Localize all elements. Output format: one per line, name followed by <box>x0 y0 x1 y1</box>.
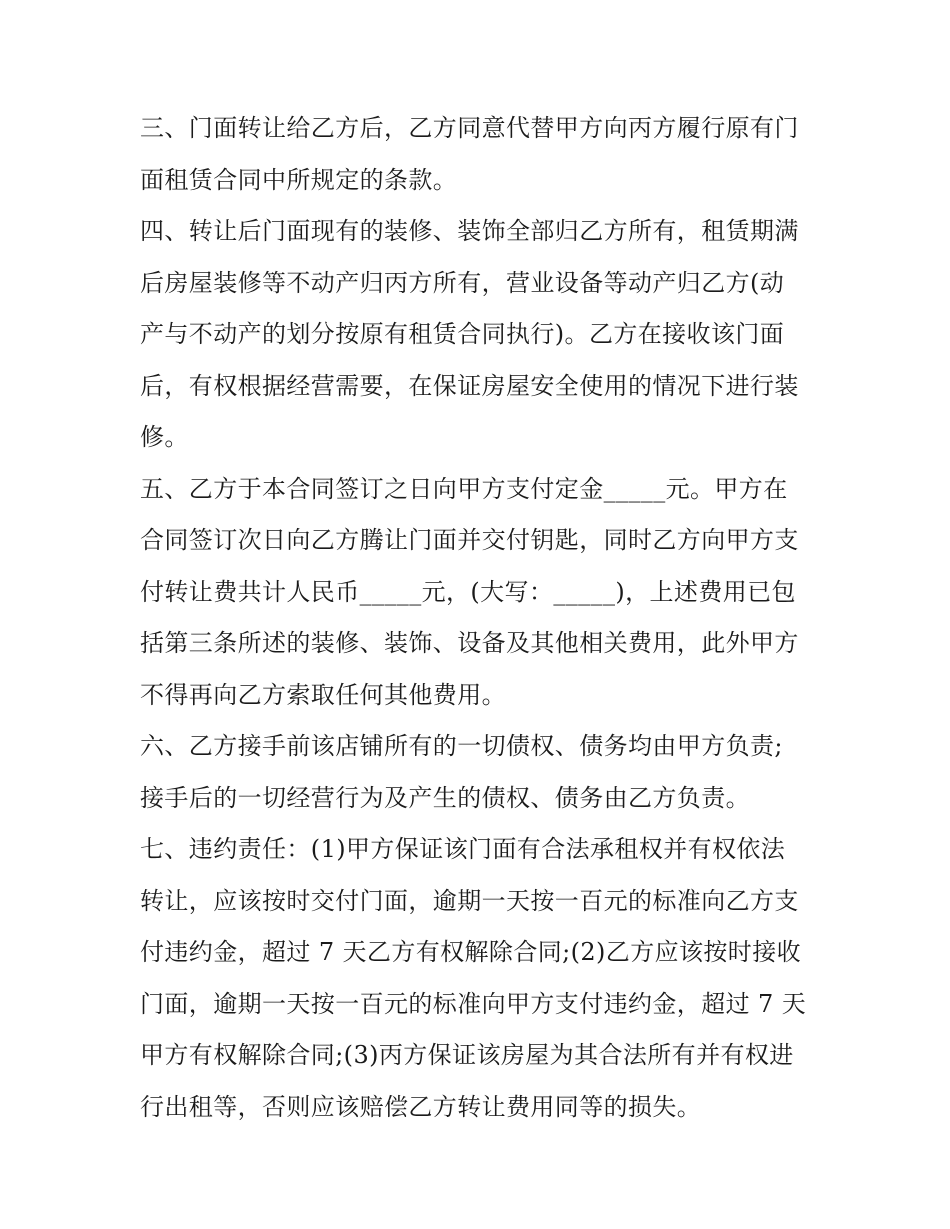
clause-4-paragraph <box>140 206 820 464</box>
text-line: 四、转让后门面现有的装修、装饰全部归乙方所有，租赁期满 <box>140 217 799 245</box>
text-line: 门面，逾期一天按一百元的标准向甲方支付违约金，超过 7 天 <box>140 989 807 1018</box>
text-line: 面租赁合同中所规定的条款。 <box>140 165 458 194</box>
text-line: 接手后的一切经营行为及产生的债权、债务由乙方负责。 <box>140 783 750 812</box>
text-line: 甲方有权解除合同;(3)丙方保证该房屋为其合法所有并有权进 <box>140 1041 794 1069</box>
text-line: 六、乙方接手前该店铺所有的一切债权、债务均由甲方负责; <box>140 732 783 760</box>
text-line: 括第三条所述的装修、装饰、设备及其他相关费用，此外甲方 <box>140 629 799 657</box>
text-line: 产与不动产的划分按原有租赁合同执行)。乙方在接收该门面 <box>140 320 785 348</box>
text-line: 付违约金，超过 7 天乙方有权解除合同;(2)乙方应该按时接收 <box>140 938 802 966</box>
text-line: 转让，应该按时交付门面，逾期一天按一百元的标准向乙方支 <box>140 886 799 915</box>
clause-6-paragraph <box>140 721 820 824</box>
text-line: 五、乙方于本合同签订之日向甲方支付定金_____元。甲方在 <box>140 474 788 503</box>
clause-7-paragraph <box>140 824 820 1133</box>
text-line: 七、违约责任：(1)甲方保证该门面有合法承租权并有权依法 <box>140 835 786 863</box>
text-line: 付转让费共计人民币_____元，(大写：_____)，上述费用已包 <box>140 577 796 606</box>
text-line: 三、门面转让给乙方后，乙方同意代替甲方向丙方履行原有门 <box>140 114 799 142</box>
text-line: 修。 <box>140 423 189 451</box>
document-body <box>140 103 820 1133</box>
clause-3-paragraph <box>140 103 820 206</box>
text-line: 行出租等，否则应该赔偿乙方转让费用同等的损失。 <box>140 1092 702 1121</box>
text-line: 后，有权根据经营需要，在保证房屋安全使用的情况下进行装 <box>140 371 799 400</box>
text-line: 后房屋装修等不动产归丙方所有，营业设备等动产归乙方(动 <box>140 268 785 297</box>
clause-5-paragraph <box>140 464 820 722</box>
text-line: 不得再向乙方索取任何其他费用。 <box>140 680 506 709</box>
text-line: 合同签订次日向乙方腾让门面并交付钥匙，同时乙方向甲方支 <box>140 526 799 554</box>
